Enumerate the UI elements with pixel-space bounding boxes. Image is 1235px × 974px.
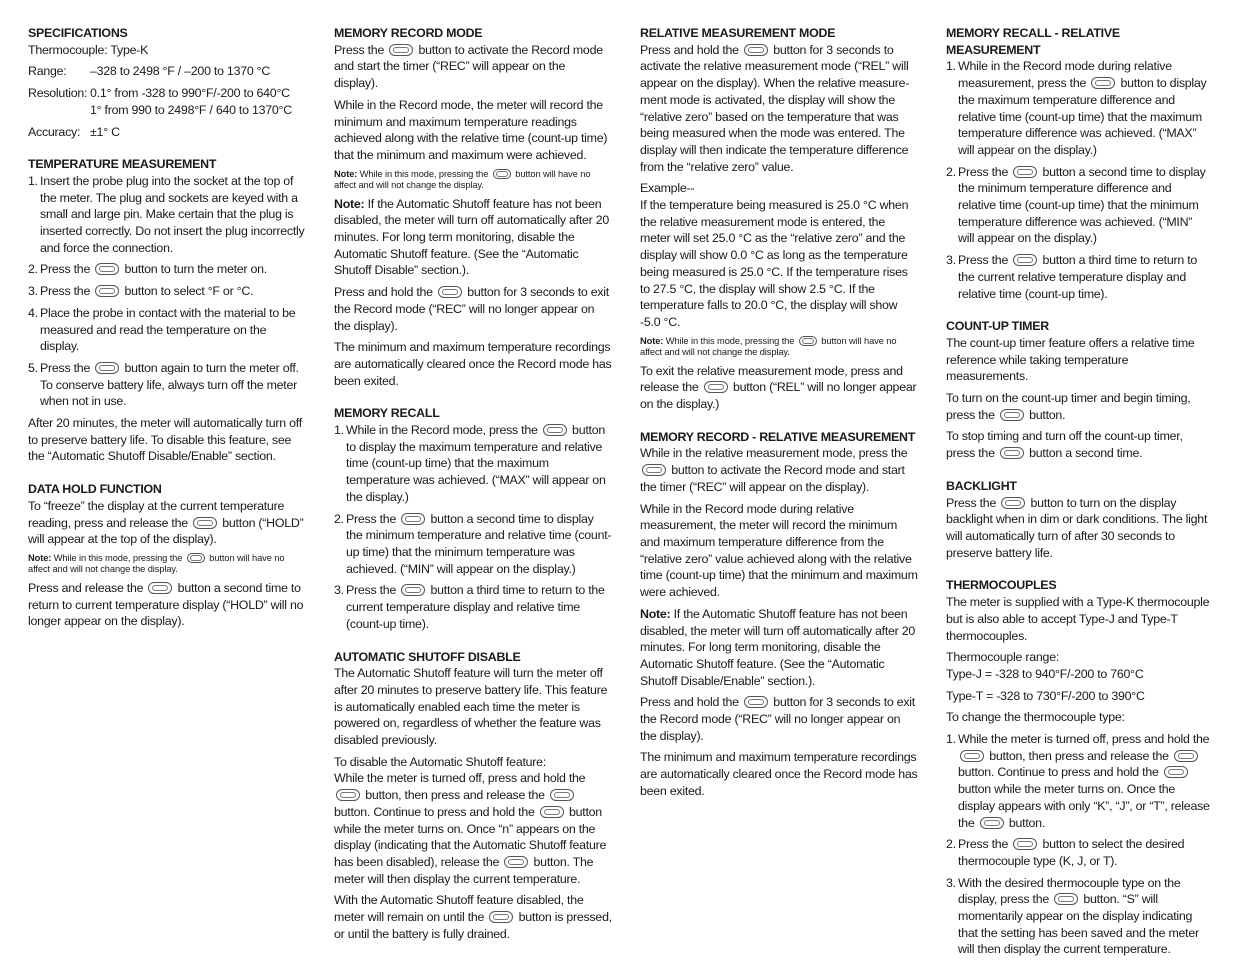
paragraph: Note: If the Automatic Shutoff feature has not been disabled, the meter will turn off automatically after 20 minutes. For long term monitoring, disable the Automatic Shutoff feature. (See the “Automatic Shutoff Disable” section.). xyxy=(334,196,610,278)
small-note: Note: While in this mode, pressing the button will have no affect and will not change the display. xyxy=(640,335,897,357)
timer-button-icon xyxy=(1000,447,1024,459)
step-item xyxy=(946,731,1210,831)
section-count-up-timer xyxy=(946,318,1210,462)
section-data-hold-function xyxy=(28,481,306,630)
section-heading: BACKLIGHT xyxy=(946,478,1017,493)
step-number: 1. xyxy=(334,423,344,438)
rec-button-icon xyxy=(744,696,768,708)
paragraph: To stop timing and turn off the count-up timer, press the button a second time. xyxy=(946,429,1183,461)
paragraph: With the Automatic Shutoff feature disabled, the meter will remain on until the button is pressed, or until the battery is fully drained. xyxy=(334,893,612,941)
cf-button-icon xyxy=(95,285,119,297)
section-memory-record-mode xyxy=(334,25,612,389)
rec-button-icon xyxy=(980,817,1004,829)
column-2 xyxy=(334,25,612,958)
hold-button-icon xyxy=(704,381,728,393)
section-heading: MEMORY RECORD MODE xyxy=(334,26,483,40)
step-item xyxy=(28,283,306,300)
paragraph: The count-up timer feature offers a relative time reference while taking temperature measurements. xyxy=(946,335,1195,384)
step-number: 2. xyxy=(334,511,344,526)
spec-key: Resolution: xyxy=(28,86,88,101)
paragraph: The Automatic Shutoff feature will turn the meter off after 20 minutes to preserve battery life. This feature is automatically enabled each time the meter is powered on, regardless of whether the feature was disabled previously. xyxy=(334,666,608,748)
paragraph: While in the Record mode, the meter will record the minimum and maximum temperature readings achieved along with the relative time (count-up time) that the minimum and maximum were achieved. xyxy=(334,97,608,162)
rec-button-icon xyxy=(1091,77,1115,89)
small-note: Note: While in this mode, pressing the button will have no affect and will not change the display. xyxy=(28,552,285,574)
rec-button-icon xyxy=(1164,766,1188,778)
section-backlight xyxy=(946,478,1210,562)
numbered-steps xyxy=(946,731,1210,958)
power-button-icon xyxy=(95,362,119,374)
power-button-icon xyxy=(1174,750,1198,762)
section-heading: COUNT-UP TIMER xyxy=(946,319,1049,334)
rec-button-icon xyxy=(1013,166,1037,178)
paragraph: Type-T = -328 to 730°F/-200 to 390°C xyxy=(946,688,1145,703)
section-heading: SPECIFICATIONS xyxy=(28,26,128,40)
step-text: Press the button a third time to return to the current relative temperature display and relative time (count-up time). xyxy=(958,253,1198,301)
section-relative-measurement-mode xyxy=(640,25,918,413)
hold-button-icon xyxy=(148,582,172,594)
section-memory-recall-relative-measurement xyxy=(946,25,1210,302)
step-item xyxy=(334,422,612,506)
step-number: 5. xyxy=(28,360,38,375)
section-heading: MEMORY RECALL - RELATIVE MEASUREMENT xyxy=(946,26,1120,57)
rec-button-icon xyxy=(438,286,462,298)
step-text: Insert the probe plug into the socket at the top of the meter. The plug and sockets are keyed with a small and large pin. Make certain that the plug is inserted correctly. Do not insert the plug incorrectly and force the connection. xyxy=(40,173,305,255)
step-text: Press the button a second time to display the minimum temperature and relative time (count-up time) that the minimum temperature was achieved. (“MIN” will appear on the display.) xyxy=(346,511,612,576)
step-item xyxy=(334,511,612,578)
hold-button-icon xyxy=(504,856,528,868)
step-item xyxy=(28,305,306,355)
step-item xyxy=(946,164,1210,248)
rec-button-icon xyxy=(543,424,567,436)
paragraph: While in the Record mode during relative measurement, the meter will record the minimum and maximum temperature difference from the “relative zero” value achieved along with the relative time (count-up time) that the minimum and maximum were achieved. xyxy=(640,501,918,600)
rec-button-icon xyxy=(401,513,425,525)
section-memory-record-relative-measurement xyxy=(640,429,918,800)
step-item xyxy=(946,836,1210,869)
section-heading: RELATIVE MEASUREMENT MODE xyxy=(640,26,836,40)
paragraph: Thermocouple range: Type-J = -328 to 940°F/-200 to 760°C xyxy=(946,650,1144,681)
power-button-icon xyxy=(95,263,119,275)
numbered-steps xyxy=(28,173,306,410)
column-3 xyxy=(640,25,918,816)
step-item xyxy=(334,582,612,632)
timer-button-icon xyxy=(1000,409,1024,421)
hold-button-icon xyxy=(540,806,564,818)
step-text: Press the button again to turn the meter off. To conserve battery life, always turn off the meter when not in use. xyxy=(40,360,299,409)
step-text: Press the button a second time to display the minimum temperature difference and relative time (count-up time) that the minimum temperature difference was achieved. (“MIN” will appear on the display.) xyxy=(958,164,1206,246)
note-label: Note: xyxy=(640,606,671,621)
paragraph: To “freeze” the display at the current temperature reading, press and release the button (“HOLD” will appear at the top of the display). xyxy=(28,498,304,547)
rec-button-icon xyxy=(642,464,666,476)
numbered-steps xyxy=(334,422,612,632)
spec-row xyxy=(28,63,306,80)
column-1 xyxy=(28,25,306,646)
step-number: 2. xyxy=(28,262,38,277)
spec-value: 0.1° from -328 to 990°F/-200 to 640°C 1° from 990 to 2498°F / 640 to 1370°C xyxy=(90,86,292,117)
paragraph: To change the thermocouple type: xyxy=(946,710,1125,725)
cf-button-icon xyxy=(187,553,205,563)
step-number: 3. xyxy=(334,583,344,598)
spec-row xyxy=(28,85,306,118)
rec-button-icon xyxy=(401,584,425,596)
paragraph: Press and hold the button for 3 seconds to exit the Record mode (“REC” will no longer appear on the display). xyxy=(334,285,610,333)
power-button-icon xyxy=(550,789,574,801)
step-item xyxy=(946,58,1210,158)
step-item xyxy=(28,173,306,257)
step-text: While in the Record mode during relative measurement, press the button to display the maximum temperature difference and relative time (count-up time) that the maximum temperature difference was achieved. (“MAX” will appear on the display.) xyxy=(958,59,1207,157)
spec-key: Range: xyxy=(28,64,67,79)
hold-button-icon xyxy=(336,789,360,801)
spec-value: –328 to 2498 °F / –200 to 1370 °C xyxy=(90,64,271,79)
section-temperature-measurement xyxy=(28,156,306,465)
paragraph: After 20 minutes, the meter will automatically turn off to preserve battery life. To disable this feature, see the “Automatic Shutoff Disable/Enable” section. xyxy=(28,416,302,464)
step-text: Press the button to turn the meter on. xyxy=(40,262,267,277)
step-item xyxy=(28,360,306,410)
section-heading: DATA HOLD FUNCTION xyxy=(28,482,162,497)
paragraph: Press and hold the button for 3 seconds to activate the relative measurement mode (“REL” will appear on the display). When the relative measure-ment mode is activated, the display will show the “relative zero” based on the temperature that was being measured when the mode was entered. The display will then indicate the temperature difference from the “relative zero” value. xyxy=(640,42,910,174)
spec-value: ±1° C xyxy=(90,124,120,139)
paragraph: Press and release the button a second time to return to current temperature display (“HOLD” will no longer appear on the display). xyxy=(28,580,304,629)
paragraph: To turn on the count-up timer and begin timing, press the button. xyxy=(946,391,1191,422)
hold-button-icon xyxy=(193,517,217,529)
step-text: While in the Record mode, press the button to display the maximum temperature and relative time (count-up time) that the maximum temperature was achieved. (“MAX” will appear on the display.) xyxy=(346,423,606,504)
paragraph: To exit the relative measurement mode, press and release the button (“REL” will no longer appear on the display.) xyxy=(640,363,917,412)
section-specifications xyxy=(28,25,306,140)
small-note: Note: While in this mode, pressing the button will have no affect and will not change the display. xyxy=(334,168,591,190)
note-label: Note: xyxy=(28,552,52,563)
numbered-steps xyxy=(946,58,1210,302)
note-label: Note: xyxy=(334,168,358,179)
cf-button-icon xyxy=(493,169,511,179)
step-number: 4. xyxy=(28,305,38,320)
section-thermocouples xyxy=(946,577,1210,958)
step-text: Place the probe in contact with the material to be measured and read the temperature on the display. xyxy=(40,305,296,354)
step-number: 2. xyxy=(946,164,956,179)
step-number: 3. xyxy=(946,875,956,890)
section-memory-recall xyxy=(334,405,612,632)
rec-button-icon xyxy=(389,44,413,56)
paragraph: Note: If the Automatic Shutoff feature has not been disabled, the meter will turn off automatically after 20 minutes. For long term monitoring, disable the Automatic Shutoff feature. (See the “Automatic Shutoff Disable/Enable” section.). xyxy=(640,606,916,688)
paragraph: The meter is supplied with a Type-K thermocouple but is also able to accept Type-J and Type-T thermocouples. xyxy=(946,595,1210,643)
step-number: 3. xyxy=(946,253,956,268)
step-text: Press the button to select °F or °C. xyxy=(40,284,254,299)
paragraph: Press and hold the button for 3 seconds to exit the Record mode (“REC” will no longer appear on the display). xyxy=(640,695,916,743)
step-text: Press the button to select the desired thermocouple type (K, J, or T). xyxy=(958,837,1185,868)
hold-button-icon xyxy=(744,44,768,56)
step-item xyxy=(946,875,1210,959)
step-number: 1. xyxy=(28,173,38,188)
cf-button-icon xyxy=(799,336,817,346)
paragraph: The minimum and maximum temperature recordings are automatically cleared once the Record mode has been exited. xyxy=(334,340,612,388)
step-number: 3. xyxy=(28,284,38,299)
paragraph: Press the button to turn on the display backlight when in dim or dark conditions. The light will automatically turn of after 30 seconds to preserve battery life. xyxy=(946,495,1208,560)
paragraph: Press the button to activate the Record mode and start the timer (“REC” will appear on the display). xyxy=(334,42,603,91)
spec-key: Accuracy: xyxy=(28,124,81,139)
section-heading: THERMOCOUPLES xyxy=(946,578,1057,593)
note-label: Note: xyxy=(640,335,664,346)
section-heading: AUTOMATIC SHUTOFF DISABLE xyxy=(334,649,521,664)
step-text: While the meter is turned off, press and hold the button, then press and release the button. Continue to press and hold the button while the meter turns on. Once the display appears with only “K”, “J”, or “T”, release the button. xyxy=(958,732,1210,830)
step-item xyxy=(28,261,306,278)
paragraph: Example-- If the temperature being measured is 25.0 °C when the relative measurement mode is entered, the meter will set 25.0 °C as the “relative zero” and the display will show 0.0 °C as long as the temperature being measured is 25.0 °C. If the temperature rises to 27.5 °C, the display will show 2.5 °C. If the temperature falls to 20.0 °C, the display will show -5.0 °C. xyxy=(640,181,909,329)
section-heading: MEMORY RECALL xyxy=(334,406,440,421)
spec-row xyxy=(28,124,306,141)
rec-button-icon xyxy=(1013,254,1037,266)
paragraph: Thermocouple: Type-K xyxy=(28,42,149,57)
paragraph: To disable the Automatic Shutoff feature: While the meter is turned off, press and hold the button, then press and release the button. Continue to press and hold the button while the meter turns on. Once “n” appears on the display (indicating that the Automatic Shutoff feature has been disabled), release the button. The meter will then display the current temperature. xyxy=(334,754,607,886)
paragraph: The minimum and maximum temperature recordings are automatically cleared once the Record mode has been exited. xyxy=(640,750,918,798)
step-number: 1. xyxy=(946,732,956,747)
step-text: With the desired thermocouple type on the display, press the button. “S” will momentarily appear on the display indicating that the setting has been saved and the meter will then display the current temperature. xyxy=(958,875,1199,957)
section-automatic-shutoff-disable xyxy=(334,649,612,943)
paragraph: While in the relative measurement mode, press the button to activate the Record mode and start the timer (“REC” will appear on the display). xyxy=(640,446,908,494)
step-number: 2. xyxy=(946,837,956,852)
note-label: Note: xyxy=(334,196,365,211)
rec-button-icon xyxy=(960,750,984,762)
backlight-button-icon xyxy=(1001,497,1025,509)
cf-button-icon xyxy=(1013,838,1037,850)
step-text: Press the button a third time to return to the current temperature display and relative time (count-up time). xyxy=(346,583,605,631)
power-button-icon xyxy=(489,911,513,923)
column-4 xyxy=(946,25,1210,974)
section-heading: TEMPERATURE MEASUREMENT xyxy=(28,157,217,172)
section-heading: MEMORY RECORD - RELATIVE MEASUREMENT xyxy=(640,429,916,444)
rec-button-icon xyxy=(1054,893,1078,905)
step-item xyxy=(946,252,1210,302)
step-number: 1. xyxy=(946,59,956,74)
